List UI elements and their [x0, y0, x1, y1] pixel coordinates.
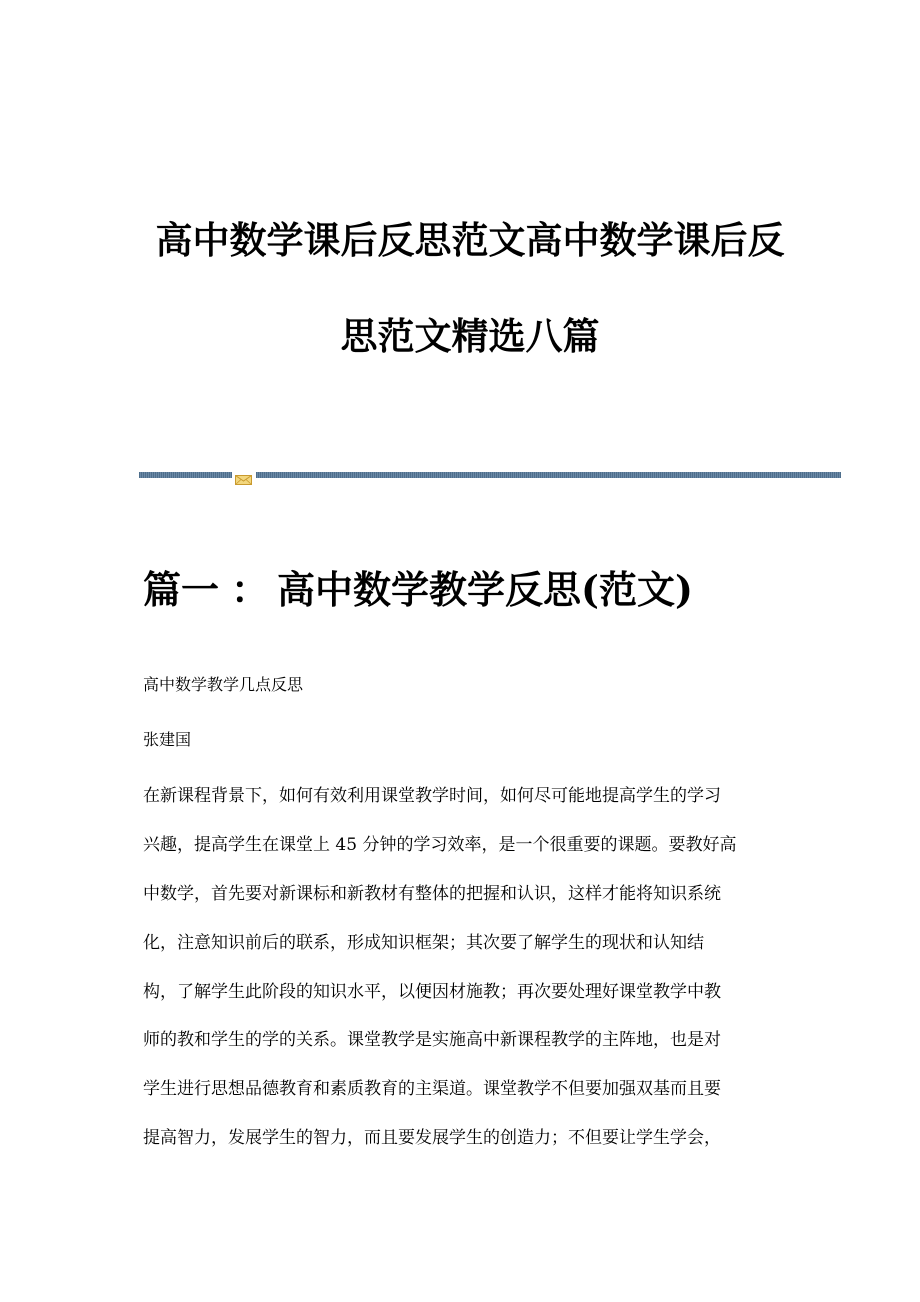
article-body: [143, 783, 783, 1174]
article-subtitle: 高中数学教学几点反思: [143, 675, 304, 694]
body-line: 在新课程背景下，如何有效利用课堂教学时间，如何尽可能地提高学生的学习: [143, 786, 721, 806]
body-line: 中数学，首先要对新课标和新教材有整体的把握和认识，这样才能将知识系统: [143, 883, 721, 904]
section-heading: [143, 567, 693, 612]
body-line: 构，了解学生此阶段的知识水平，以便因材施教；再次要处理好课堂教学中教: [143, 981, 721, 1002]
body-line: 化，注意知识前后的联系，形成知识框架；其次要了解学生的现状和认知结: [143, 932, 704, 953]
body-line: 学生进行思想品德教育和素质教育的主渠道。课堂教学不但要加强双基而且要: [143, 1079, 721, 1100]
section-number: 篇一: [143, 567, 220, 612]
envelope-ornament-icon: [235, 470, 252, 480]
section-separator: ：: [231, 567, 270, 612]
body-line: 兴趣，提高学生在课堂上 45 分钟的学习效率，是一个很重要的课题。要教好高: [143, 834, 737, 855]
divider-bar-left: [139, 472, 232, 478]
section-title: 高中数学教学反思(范文): [277, 567, 693, 612]
article-author: 张建国: [143, 730, 192, 749]
body-line: 提高智力，发展学生的智力，而且要发展学生的创造力；不但要让学生学会，: [143, 1128, 721, 1149]
divider-bar-right: [256, 472, 841, 478]
document-title-line-2: 思范文精选八篇: [340, 314, 600, 358]
document-title-line-1: 高中数学课后反思范文高中数学课后反: [155, 218, 785, 262]
title-divider: [139, 470, 841, 480]
body-line: 师的教和学生的学的关系。课堂教学是实施高中新课程教学的主阵地，也是对: [143, 1030, 721, 1051]
